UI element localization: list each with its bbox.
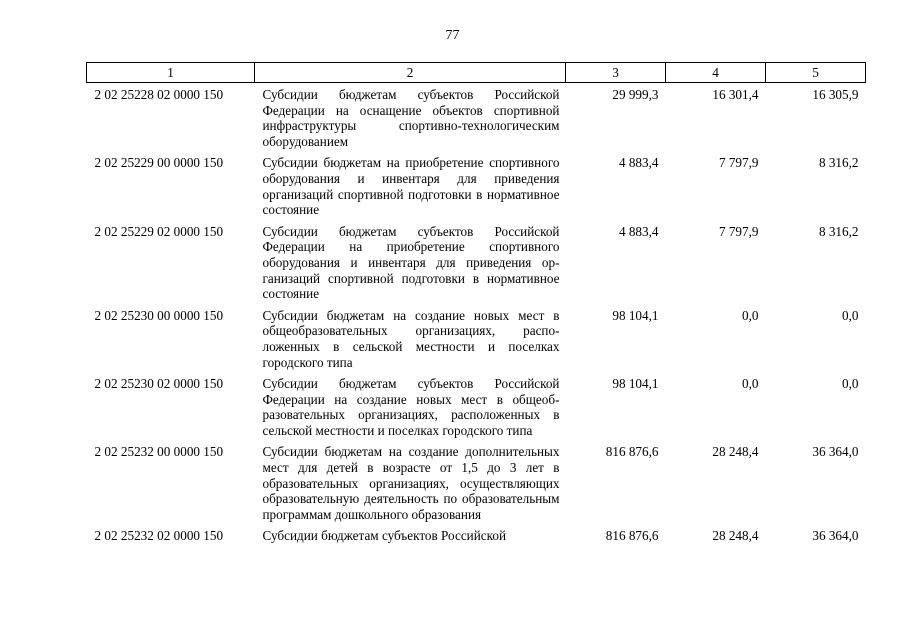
description-cell: Субсидии бюджетам субъектов Российской Федерации на создание новых мест в общеобразовательных организациях, расположенных в сельской местности и поселках городского типа: [262, 376, 560, 438]
value-cell-col4: 7 797,9: [718, 155, 759, 171]
budget-code-cell: 2 02 25232 02 0000 150: [94, 528, 224, 544]
description-cell: Субсидии бюджетам на создание новых мест в общеобразовательных организациях, расположенных в сельской местности и поселках городского типа: [262, 307, 560, 370]
column-header-3: 3: [566, 63, 666, 83]
budget-code-cell: 2 02 25229 00 0000 150: [94, 155, 224, 171]
value-cell-col5: 8 316,2: [818, 155, 859, 171]
table-row: [87, 83, 866, 156]
value-cell-col3: 4 883,4: [618, 223, 659, 239]
description-cell: Субсидии бюджетам субъектов Российской Федерации на приобретение спортивного оборудования и инвентаря для приведения организаций спортивной подготовки в нормативное состояние: [262, 223, 560, 302]
value-cell-col5: 0,0: [842, 307, 859, 323]
budget-table: [86, 62, 866, 550]
table-row: [87, 444, 866, 528]
column-header-5: 5: [766, 63, 866, 83]
description-cell: Субсидии бюджетам субъектов Российской Федерации на оснащение объектов спортивной инфраструктуры спортивно-технологическим оборудованием: [262, 87, 560, 149]
budget-code-cell: 2 02 25229 02 0000 150: [94, 223, 224, 239]
value-cell-col4: 28 248,4: [712, 528, 759, 544]
column-header-4: 4: [666, 63, 766, 83]
value-cell-col3: 816 876,6: [605, 528, 659, 544]
table-row: [87, 155, 866, 223]
column-header-2: 2: [255, 63, 566, 83]
value-cell-col4: 28 248,4: [712, 444, 759, 460]
budget-code-cell: 2 02 25228 02 0000 150: [94, 87, 224, 102]
value-cell-col5: 36 364,0: [812, 444, 859, 460]
value-cell-col4: 7 797,9: [718, 223, 759, 239]
value-cell-col3: 98 104,1: [612, 307, 659, 323]
value-cell-col4: 0,0: [742, 376, 759, 392]
table-row: [87, 528, 866, 550]
value-cell-col3: 98 104,1: [612, 376, 659, 392]
budget-code-cell: 2 02 25230 00 0000 150: [94, 307, 224, 323]
value-cell-col4: 16 301,4: [712, 87, 759, 102]
table-row: [87, 224, 866, 308]
description-cell: Субсидии бюджетам субъектов Российской: [262, 528, 507, 544]
value-cell-col5: 16 305,9: [812, 87, 859, 102]
value-cell-col5: 36 364,0: [812, 528, 859, 544]
budget-code-cell: 2 02 25230 02 0000 150: [94, 376, 224, 392]
value-cell-col3: 29 999,3: [612, 87, 659, 102]
page-number: 77: [445, 28, 460, 43]
description-cell: Субсидии бюджетам на приобретение спортивного оборудования и инвентаря для приведения организаций спортивной подготовки в нормативное состояние: [262, 155, 560, 218]
value-cell-col3: 4 883,4: [618, 155, 659, 171]
column-header-1: 1: [87, 63, 255, 83]
table-row: [87, 308, 866, 376]
value-cell-col4: 0,0: [742, 307, 759, 323]
budget-code-cell: 2 02 25232 00 0000 150: [94, 444, 224, 460]
table-row: [87, 376, 866, 444]
description-cell: Субсидии бюджетам на создание дополнительных мест для детей в возрасте от 1,5 до 3 лет в образовательных организациях, осуществляющих образовательную деятельность по образовательным программам дошкольного образования: [262, 444, 560, 522]
value-cell-col5: 0,0: [842, 376, 859, 392]
value-cell-col5: 8 316,2: [818, 223, 859, 239]
table-header-row: [87, 63, 866, 83]
value-cell-col3: 816 876,6: [605, 444, 659, 460]
